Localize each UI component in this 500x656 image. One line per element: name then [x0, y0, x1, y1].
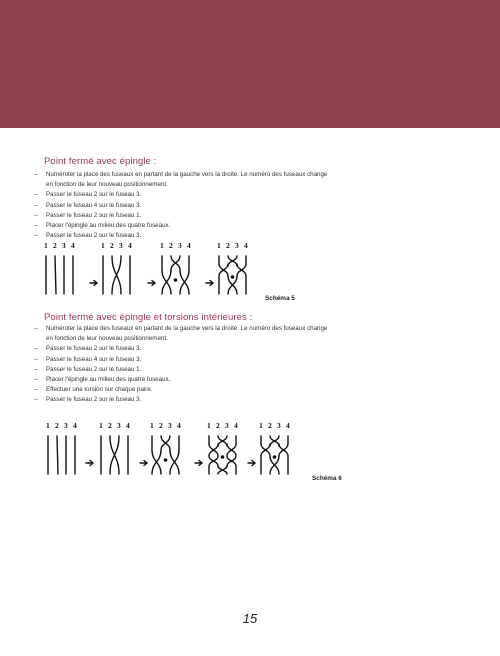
- thread-number: 4: [73, 421, 77, 430]
- step-item: – Passer le fuseau 2 sur le fuseau 3.: [34, 190, 327, 200]
- thread-number: 4: [71, 241, 75, 250]
- thread-number: 2: [55, 421, 59, 430]
- thread-number: 3: [168, 421, 172, 430]
- pin-dot: [164, 458, 168, 462]
- page-number: 15: [242, 611, 258, 626]
- thread-number: 3: [117, 421, 121, 430]
- step-list-section-2: [34, 324, 327, 406]
- thread-number: 2: [53, 241, 57, 250]
- diagram-caption: Schéma 6: [312, 475, 342, 482]
- thread-number: 4: [187, 241, 191, 250]
- pin-dot: [231, 275, 235, 279]
- thread-number: 2: [169, 241, 173, 250]
- pin-dot: [273, 455, 277, 459]
- diagram-figure: [207, 421, 238, 474]
- thread-line: [209, 456, 218, 466]
- arrow-icon: [90, 281, 97, 286]
- thread-number: 2: [108, 421, 112, 430]
- step-item: – Passer le fuseau 2 sur le fuseau 1.: [34, 365, 327, 375]
- step-item: – Numéroter la place des fuseaux en partant de la gauche vers la droite. Le numéro des fuseaux change: [34, 170, 327, 180]
- thread-number: 3: [64, 421, 68, 430]
- thread-number: 3: [277, 421, 281, 430]
- header-banner: [0, 0, 500, 128]
- thread-line: [112, 256, 121, 294]
- bobbin-diagram-schema-6: [0, 418, 500, 484]
- thread-number: 4: [286, 421, 290, 430]
- thread-line: [152, 450, 161, 474]
- thread-line: [55, 256, 56, 294]
- diagram-caption: Schéma 5: [265, 295, 295, 302]
- section-title-point-ferme-epingle: Point fermé avec épingle :: [44, 156, 157, 167]
- thread-line: [227, 444, 236, 456]
- thread-number: 4: [128, 241, 132, 250]
- thread-line: [180, 270, 189, 294]
- diagram-figure: [217, 241, 248, 294]
- arrow-icon: [86, 461, 93, 466]
- thread-line: [261, 444, 270, 456]
- thread-line: [209, 444, 218, 456]
- thread-number: 3: [119, 241, 123, 250]
- step-item: en fonction de leur nouveau positionnement.: [46, 335, 168, 343]
- diagram-figure: [99, 421, 130, 474]
- diagram-figure: [101, 241, 132, 294]
- thread-line: [161, 436, 170, 450]
- thread-number: 2: [216, 421, 220, 430]
- step-item: – Passer le fuseau 4 sur le fuseau 3.: [34, 201, 327, 211]
- thread-line: [270, 436, 279, 446]
- thread-number: 2: [110, 241, 114, 250]
- thread-number: 4: [177, 421, 181, 430]
- step-item: – Passer le fuseau 2 sur le fuseau 3.: [34, 344, 327, 354]
- step-item: – Passer le fuseau 2 sur le fuseau 3.: [34, 395, 327, 405]
- thread-number: 2: [159, 421, 163, 430]
- thread-number: 1: [46, 421, 50, 430]
- pin-dot: [174, 278, 178, 282]
- step-item: en fonction de leur nouveau positionnement.: [46, 181, 168, 189]
- thread-number: 1: [101, 241, 105, 250]
- thread-number: 4: [244, 241, 248, 250]
- diagram-figure: [150, 421, 181, 474]
- step-item: – Passer le fuseau 4 sur le fuseau 3.: [34, 355, 327, 365]
- thread-number: 4: [234, 421, 238, 430]
- thread-number: 1: [160, 241, 164, 250]
- thread-number: 1: [259, 421, 263, 430]
- thread-number: 3: [225, 421, 229, 430]
- arrow-icon: [148, 281, 155, 286]
- diagram-figure: [44, 241, 75, 294]
- thread-number: 2: [226, 241, 230, 250]
- thread-number: 3: [235, 241, 239, 250]
- thread-line: [170, 450, 179, 474]
- thread-line: [218, 436, 227, 446]
- thread-number: 4: [126, 421, 130, 430]
- arrow-icon: [248, 461, 255, 466]
- thread-line: [162, 270, 171, 294]
- thread-line: [227, 456, 236, 466]
- arrow-icon: [195, 461, 202, 466]
- step-item: – Placer l'épingle au milieu des quatre fuseaux.: [34, 221, 327, 231]
- thread-number: 1: [99, 421, 103, 430]
- step-item: – Numéroter la place des fuseaux en partant de la gauche vers la droite. Le numéro des fuseaux change: [34, 324, 327, 334]
- thread-line: [218, 466, 227, 474]
- step-list-section-1: [34, 170, 327, 241]
- thread-number: 3: [62, 241, 66, 250]
- diagram-figure: [160, 241, 191, 294]
- step-item: – Passer le fuseau 2 sur le fuseau 3.: [34, 231, 327, 241]
- step-item: – Placer l'épingle au milieu des quatre fuseaux.: [34, 375, 327, 385]
- thread-line: [110, 436, 119, 474]
- step-item: – Passer le fuseau 2 sur le fuseau 1.: [34, 211, 327, 221]
- thread-line: [57, 436, 58, 474]
- thread-number: 1: [44, 241, 48, 250]
- thread-line: [171, 256, 180, 270]
- arrow-icon: [206, 281, 213, 286]
- step-item: – Effectuer une torsion sur chaque paire.: [34, 385, 327, 395]
- thread-line: [228, 256, 237, 266]
- pin-dot: [221, 455, 225, 459]
- thread-number: 1: [150, 421, 154, 430]
- thread-line: [279, 444, 288, 456]
- thread-line: [219, 264, 228, 276]
- thread-number: 1: [217, 241, 221, 250]
- diagram-figure: [46, 421, 77, 474]
- thread-number: 2: [268, 421, 272, 430]
- bobbin-diagram-schema-5: [0, 238, 500, 304]
- thread-line: [237, 264, 246, 276]
- section-title-point-ferme-torsions: Point fermé avec épingle et torsions intérieures :: [44, 312, 253, 323]
- thread-number: 1: [207, 421, 211, 430]
- arrow-icon: [140, 461, 147, 466]
- thread-number: 3: [178, 241, 182, 250]
- diagram-figure: [259, 421, 290, 474]
